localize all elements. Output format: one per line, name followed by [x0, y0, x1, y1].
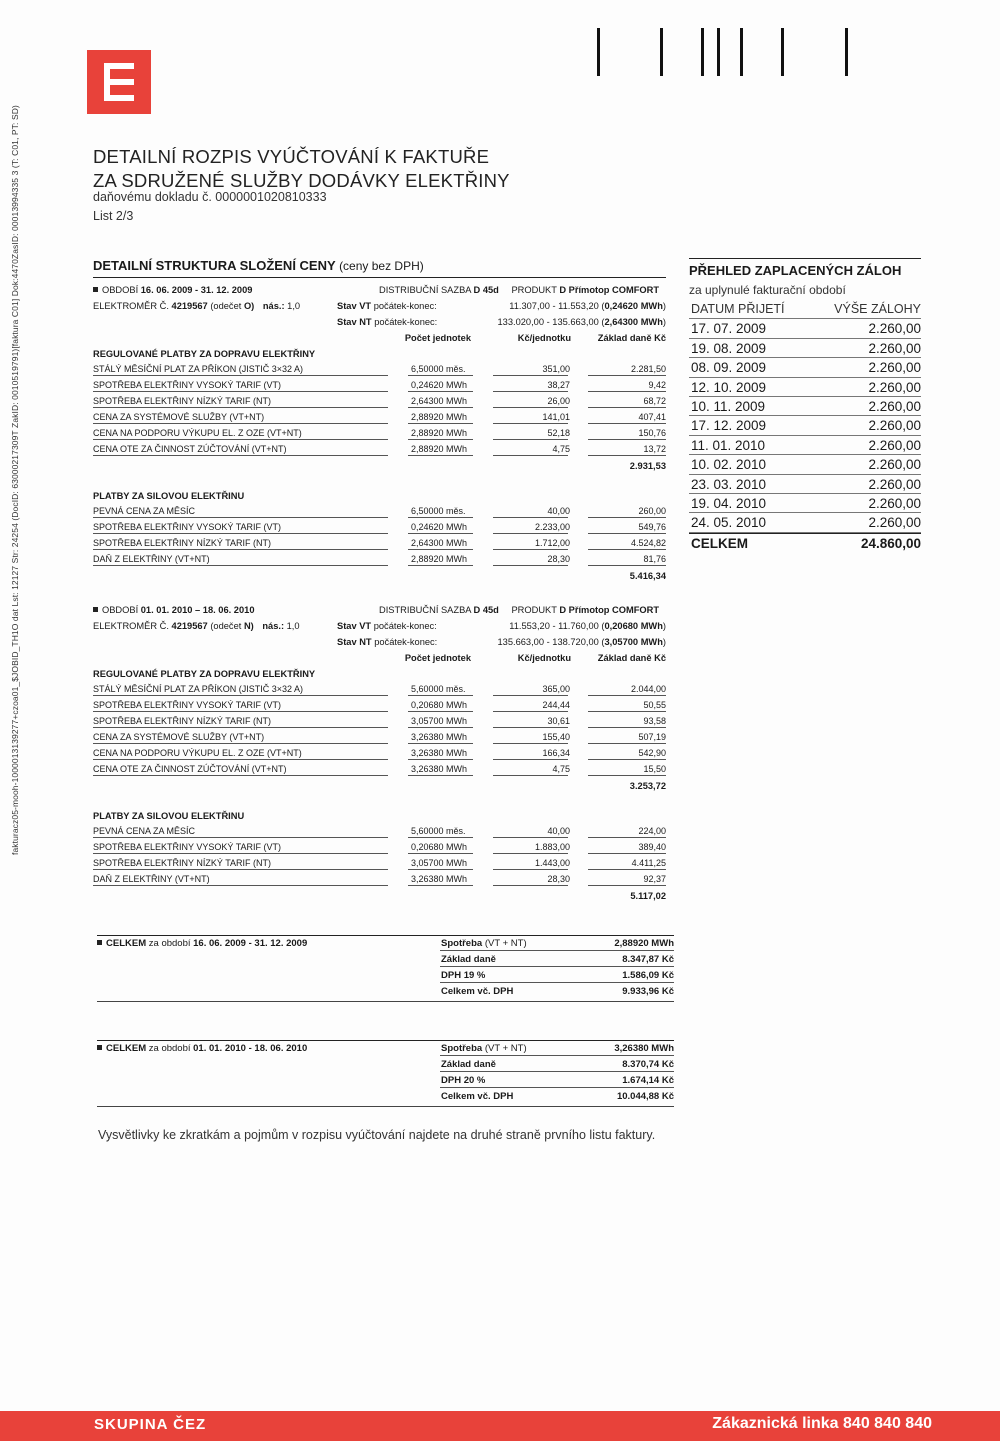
item-price: 2.233,00 — [534, 522, 570, 532]
summary-title: CELKEM — [106, 1043, 147, 1054]
reading-code: O) — [243, 301, 255, 311]
item-price: 155,40 — [542, 732, 570, 742]
summary-item-label — [441, 968, 485, 984]
tariff — [379, 282, 659, 298]
deposit-row — [689, 378, 921, 397]
deposit-date: 23. 03. 2010 — [691, 476, 767, 492]
item-units: 3,26380 MWh — [411, 764, 468, 774]
item-base: 4.411,25 — [631, 858, 666, 868]
period-header-row — [93, 602, 666, 618]
meter — [93, 298, 300, 314]
item-units: 2,88920 MWh — [411, 444, 468, 454]
nt-row — [93, 314, 666, 330]
deposit-amount: 2.260,00 — [868, 418, 921, 434]
item-label: DAŇ Z ELEKTŘINY (VT+NT) — [93, 874, 210, 884]
item-label: SPOTŘEBA ELEKTŘINY VYSOKÝ TARIF (VT) — [93, 522, 282, 532]
nt-label: Stav NT — [337, 637, 372, 647]
vt-sub: počátek-konec: — [373, 621, 437, 631]
summary-value: 3,26380 MWh — [614, 1043, 674, 1054]
item-units: 6,50000 měs. — [411, 506, 466, 516]
summary-title: CELKEM — [106, 938, 147, 949]
period-label — [93, 282, 252, 298]
bullet-icon — [93, 607, 98, 612]
item-label: STÁLÝ MĚSÍČNÍ PLAT ZA PŘÍKON (JISTIČ 3×32 A) — [93, 684, 303, 694]
charge-group — [93, 666, 666, 794]
item-price: 30,61 — [547, 716, 570, 726]
table-row — [93, 426, 666, 442]
meter-number: 4219567 — [171, 621, 208, 631]
table-row — [93, 536, 666, 552]
item-label: CENA ZA SYSTÉMOVÉ SLUŽBY (VT+NT) — [93, 732, 265, 742]
summary-item: Spotřeba — [441, 1043, 483, 1054]
summary-item-label — [441, 952, 496, 968]
deposit-row — [689, 436, 921, 455]
deposit-row — [689, 397, 921, 416]
item-base: 93,58 — [643, 716, 666, 726]
col-units-header: Počet jednotek — [404, 333, 471, 343]
group-total-row — [93, 458, 666, 474]
group-heading: PLATBY ZA SILOVOU ELEKTŘINU — [93, 491, 245, 501]
item-units: 3,26380 MWh — [411, 732, 468, 742]
table-row — [93, 682, 666, 698]
deposit-date: 12. 10. 2009 — [691, 379, 767, 395]
item-label: STÁLÝ MĚSÍČNÍ PLAT ZA PŘÍKON (JISTIČ 3×32 A) — [93, 364, 303, 374]
multiplier-value: 1,0 — [287, 301, 301, 311]
deposit-date: 10. 11. 2009 — [691, 398, 766, 414]
item-label: DAŇ Z ELEKTŘINY (VT+NT) — [93, 554, 210, 564]
item-base: 260,00 — [638, 506, 666, 516]
footer-bar — [0, 1411, 1000, 1441]
item-units: 6,50000 měs. — [411, 364, 466, 374]
table-row — [93, 872, 666, 888]
billing-period — [93, 282, 666, 584]
deposit-amount: 2.260,00 — [868, 457, 921, 473]
summary-item: Základ daně — [441, 954, 496, 965]
nt-sub: počátek-konec: — [374, 637, 438, 647]
bullet-icon — [97, 940, 102, 945]
group-total-row — [93, 888, 666, 904]
sheet-number: List 2/3 — [93, 209, 134, 223]
deposit-amount: 2.260,00 — [868, 515, 921, 531]
summary-period-label: za období — [148, 938, 191, 949]
summary-period-label: za období — [148, 1043, 191, 1054]
group-total: 2.931,53 — [629, 461, 666, 471]
item-label: SPOTŘEBA ELEKTŘINY NÍZKÝ TARIF (NT) — [93, 538, 272, 548]
deposit-date: 19. 08. 2009 — [691, 340, 767, 356]
reading-code: N) — [243, 621, 254, 631]
item-base: 224,00 — [638, 826, 666, 836]
nt-range — [497, 634, 666, 650]
deposit-amount: 2.260,00 — [868, 495, 921, 511]
price-structure-section — [93, 258, 666, 904]
item-base: 150,76 — [638, 428, 666, 438]
item-units: 0,20680 MWh — [411, 700, 468, 710]
summary-item: DPH 19 % — [441, 970, 486, 981]
table-row — [93, 378, 666, 394]
item-label: CENA NA PODPORU VÝKUPU EL. Z OZE (VT+NT) — [93, 428, 302, 438]
item-base: 9,42 — [648, 380, 666, 390]
group-total: 5.117,02 — [630, 891, 666, 901]
item-label: SPOTŘEBA ELEKTŘINY VYSOKÝ TARIF (VT) — [93, 700, 282, 710]
item-price: 4,75 — [552, 444, 570, 454]
summary-label — [97, 1041, 307, 1057]
deposit-row — [689, 494, 921, 513]
item-price: 365,00 — [542, 684, 570, 694]
vt-close: ) — [662, 301, 666, 311]
vt-range-text: 11.553,20 - 11.760,00 ( — [509, 621, 605, 631]
item-units: 2,88920 MWh — [411, 554, 468, 564]
deposit-amount: 2.260,00 — [868, 340, 921, 356]
column-headers — [93, 650, 666, 666]
table-row — [93, 442, 666, 458]
meter-number: 4219567 — [171, 301, 208, 311]
summary-item: Základ daně — [441, 1059, 496, 1070]
tariff-value: D 45d — [473, 605, 499, 615]
item-units: 2,88920 MWh — [411, 428, 468, 438]
tariff-value: D 45d — [473, 285, 499, 295]
summary-row — [97, 936, 674, 952]
summary-item-label — [441, 1073, 485, 1089]
group-total-row — [93, 568, 666, 584]
deposit-row — [689, 513, 921, 532]
deposit-date: 19. 04. 2010 — [691, 495, 767, 511]
item-units: 0,24620 MWh — [411, 380, 468, 390]
item-units: 0,20680 MWh — [411, 842, 468, 852]
item-label: CENA ZA SYSTÉMOVÉ SLUŽBY (VT+NT) — [93, 412, 265, 422]
document-title: DETAILNÍ ROZPIS VYÚČTOVÁNÍ K FAKTUŘE ZA SDRUŽENÉ SLUŽBY DODÁVKY ELEKTŘINY — [93, 146, 510, 191]
table-row — [93, 552, 666, 568]
group-heading: PLATBY ZA SILOVOU ELEKTŘINU — [93, 811, 245, 821]
item-base: 92,37 — [643, 874, 666, 884]
item-base: 50,55 — [643, 700, 666, 710]
item-label: PEVNÁ CENA ZA MĚSÍC — [93, 506, 196, 516]
footer-brand: SKUPINA ČEZ — [94, 1416, 207, 1433]
summary-item-label — [441, 1057, 496, 1073]
item-units: 3,05700 MWh — [411, 716, 468, 726]
period-text: OBDOBÍ — [102, 285, 139, 295]
summary-item-label — [441, 984, 513, 1000]
meter-row — [93, 618, 666, 634]
summary-row — [97, 968, 674, 984]
summary-item-note: (VT + NT) — [484, 1043, 527, 1054]
summary-row — [97, 1089, 674, 1105]
group-total: 3.253,72 — [629, 781, 666, 791]
deposit-amount: 2.260,00 — [868, 379, 921, 395]
item-units: 3,05700 MWh — [411, 858, 468, 868]
table-row — [93, 824, 666, 840]
explanation-note: Vysvětlivky ke zkratkám a pojmům v rozpisu vyúčtování najdete na druhé straně prvního listu faktury. — [98, 1128, 656, 1142]
summary-value: 2,88920 MWh — [614, 938, 674, 949]
table-row — [93, 714, 666, 730]
col-base-header: Základ daně Kč — [597, 653, 666, 663]
col-base-header: Základ daně Kč — [597, 333, 666, 343]
nt-mwh: 3,05700 MWh — [604, 637, 663, 647]
nt-range — [497, 314, 666, 330]
table-row — [93, 730, 666, 746]
multiplier-label: nás.: — [262, 301, 285, 311]
section-heading: DETAILNÍ STRUKTURA SLOŽENÍ CENY (ceny bez DPH) — [93, 258, 666, 278]
deposit-row — [689, 319, 921, 338]
item-units: 5,60000 měs. — [411, 826, 466, 836]
charge-group — [93, 346, 666, 474]
deposit-row — [689, 455, 921, 474]
vt-label: Stav VT — [337, 621, 372, 631]
item-price: 244,44 — [542, 700, 570, 710]
table-row — [93, 840, 666, 856]
vt-range — [509, 618, 666, 634]
nt-range-text: 133.020,00 - 135.663,00 ( — [497, 317, 605, 327]
customer-line: Zákaznická linka 840 840 840 — [712, 1415, 932, 1432]
vt-label: Stav VT — [337, 301, 372, 311]
item-label: PEVNÁ CENA ZA MĚSÍC — [93, 826, 196, 836]
column-headers — [93, 330, 666, 346]
deposit-date: 17. 12. 2009 — [691, 418, 767, 434]
deposits-header: DATUM PŘIJETÍ VÝŠE ZÁLOHY — [689, 300, 921, 319]
item-label: CENA NA PODPORU VÝKUPU EL. Z OZE (VT+NT) — [93, 748, 302, 758]
item-base: 15,50 — [643, 764, 666, 774]
item-units: 3,26380 MWh — [411, 748, 468, 758]
vt-state — [337, 618, 437, 634]
col-units-header: Počet jednotek — [404, 653, 471, 663]
deposit-amount: 2.260,00 — [868, 437, 921, 453]
tariff-label: DISTRIBUČNÍ SAZBA — [379, 285, 471, 295]
item-units: 2,64300 MWh — [411, 396, 468, 406]
deposit-date: 08. 09. 2009 — [691, 360, 767, 376]
nt-state — [337, 314, 437, 330]
item-price: 4,75 — [552, 764, 570, 774]
group-heading: REGULOVANÉ PLATBY ZA DOPRAVU ELEKTŘINY — [93, 669, 316, 679]
deposit-row — [689, 416, 921, 435]
table-row — [93, 520, 666, 536]
period-value: 16. 06. 2009 - 31. 12. 2009 — [140, 285, 253, 295]
summary-value: 1.586,09 Kč — [622, 970, 674, 981]
deposit-amount: 2.260,00 — [868, 476, 921, 492]
summary-row — [97, 952, 674, 968]
product-label: PRODUKT — [511, 605, 557, 615]
deposit-amount: 2.260,00 — [868, 360, 921, 376]
item-label: SPOTŘEBA ELEKTŘINY VYSOKÝ TARIF (VT) — [93, 842, 282, 852]
meter-row — [93, 298, 666, 314]
nt-close: ) — [662, 317, 666, 327]
item-price: 28,30 — [547, 554, 570, 564]
multiplier-label: nás.: — [262, 621, 285, 631]
table-row — [93, 362, 666, 378]
item-label: CENA OTE ZA ČINNOST ZÚČTOVÁNÍ (VT+NT) — [93, 444, 287, 454]
item-base: 407,41 — [638, 412, 666, 422]
nt-range-text: 135.663,00 - 138.720,00 ( — [497, 637, 605, 647]
deposit-row — [689, 358, 921, 377]
item-price: 52,18 — [547, 428, 570, 438]
table-row — [93, 698, 666, 714]
item-label: CENA OTE ZA ČINNOST ZÚČTOVÁNÍ (VT+NT) — [93, 764, 287, 774]
item-price: 166,34 — [542, 748, 570, 758]
deposit-date: 17. 07. 2009 — [691, 321, 767, 337]
summary-item: Celkem vč. DPH — [441, 1091, 514, 1102]
item-units: 2,64300 MWh — [411, 538, 468, 548]
vt-mwh: 0,24620 MWh — [604, 301, 663, 311]
charge-group — [93, 808, 666, 904]
item-base: 13,72 — [643, 444, 666, 454]
summary-value: 8.370,74 Kč — [622, 1059, 674, 1070]
item-base: 549,76 — [638, 522, 666, 532]
nt-mwh: 2,64300 MWh — [604, 317, 663, 327]
summary-item-label — [441, 1089, 513, 1105]
period-summary — [97, 935, 674, 1002]
item-price: 351,00 — [542, 364, 570, 374]
reading-label: (odečet — [210, 621, 242, 631]
period-value: 01. 01. 2010 – 18. 06. 2010 — [140, 605, 255, 615]
summary-value: 1.674,14 Kč — [622, 1075, 674, 1086]
deposits-subtitle: za uplynulé fakturační období — [689, 283, 846, 297]
table-row — [93, 410, 666, 426]
item-price: 1.443,00 — [534, 858, 570, 868]
tariff-label: DISTRIBUČNÍ SAZBA — [379, 605, 471, 615]
item-label: SPOTŘEBA ELEKTŘINY NÍZKÝ TARIF (NT) — [93, 858, 272, 868]
vt-close: ) — [662, 621, 666, 631]
vt-sub: počátek-konec: — [373, 301, 437, 311]
item-base: 542,90 — [638, 748, 666, 758]
deposit-row — [689, 475, 921, 494]
summary-item: Spotřeba — [441, 938, 483, 949]
meter-label: ELEKTROMĚR Č. — [93, 301, 169, 311]
product-value: D Přímotop COMFORT — [559, 285, 660, 295]
item-price: 40,00 — [547, 826, 570, 836]
nt-label: Stav NT — [337, 317, 372, 327]
deposit-amount: 2.260,00 — [868, 398, 921, 414]
item-price: 40,00 — [547, 506, 570, 516]
group-heading: REGULOVANÉ PLATBY ZA DOPRAVU ELEKTŘINY — [93, 349, 316, 359]
tariff — [379, 602, 659, 618]
period-label — [93, 602, 255, 618]
nt-close: ) — [662, 637, 666, 647]
item-label: SPOTŘEBA ELEKTŘINY NÍZKÝ TARIF (NT) — [93, 396, 272, 406]
item-price: 28,30 — [547, 874, 570, 884]
item-label: SPOTŘEBA ELEKTŘINY VYSOKÝ TARIF (VT) — [93, 380, 282, 390]
multiplier-value: 1,0 — [286, 621, 300, 631]
paid-deposits-panel — [689, 258, 921, 553]
item-units: 3,26380 MWh — [411, 874, 468, 884]
cez-logo — [87, 50, 151, 114]
item-price: 1.883,00 — [534, 842, 570, 852]
group-total-row — [93, 778, 666, 794]
summary-value: 10.044,88 Kč — [616, 1091, 674, 1102]
period-text: OBDOBÍ — [102, 605, 139, 615]
bullet-icon — [93, 287, 98, 292]
item-base: 81,76 — [643, 554, 666, 564]
charge-group — [93, 488, 666, 584]
item-units: 0,24620 MWh — [411, 522, 468, 532]
item-base: 68,72 — [643, 396, 666, 406]
summary-row — [97, 984, 674, 1000]
col-price-header: Kč/jednotku — [517, 333, 571, 343]
summary-value: 8.347,87 Kč — [622, 954, 674, 965]
deposit-row — [689, 339, 921, 358]
summary-item-note: (VT + NT) — [484, 938, 527, 949]
meter-label: ELEKTROMĚR Č. — [93, 621, 169, 631]
nt-sub: počátek-konec: — [374, 317, 438, 327]
vt-range-text: 11.307,00 - 11.553,20 ( — [509, 301, 605, 311]
table-row — [93, 394, 666, 410]
summary-row — [97, 1057, 674, 1073]
doc-reference: daňovému dokladu č. 0000001020810333 — [93, 190, 327, 204]
item-base: 2.281,50 — [630, 364, 666, 374]
summary-value: 9.933,96 Kč — [622, 986, 674, 997]
item-base: 4.524,82 — [630, 538, 666, 548]
summary-item: DPH 20 % — [441, 1075, 486, 1086]
table-row — [93, 856, 666, 872]
meter — [93, 618, 300, 634]
deposit-date: 11. 01. 2010 — [691, 437, 766, 453]
deposits-total: CELKEM 24.860,00 — [689, 533, 921, 553]
period-summary — [97, 1040, 674, 1107]
product-value: D Přímotop COMFORT — [559, 605, 660, 615]
table-row — [93, 504, 666, 520]
reading-label: (odečet — [210, 301, 242, 311]
item-label: SPOTŘEBA ELEKTŘINY NÍZKÝ TARIF (NT) — [93, 716, 272, 726]
summary-item: Celkem vč. DPH — [441, 986, 514, 997]
item-units: 5,60000 měs. — [411, 684, 466, 694]
item-units: 2,88920 MWh — [411, 412, 468, 422]
vt-state — [337, 298, 437, 314]
item-price: 26,00 — [547, 396, 570, 406]
deposit-date: 10. 02. 2010 — [691, 457, 767, 473]
summary-row — [97, 1073, 674, 1089]
nt-row — [93, 634, 666, 650]
item-price: 38,27 — [547, 380, 570, 390]
item-base: 507,19 — [638, 732, 666, 742]
table-row — [93, 746, 666, 762]
table-row — [93, 762, 666, 778]
deposit-date: 24. 05. 2010 — [691, 515, 767, 531]
period-header-row — [93, 282, 666, 298]
item-price: 1.712,00 — [534, 538, 570, 548]
col-price-header: Kč/jednotku — [517, 653, 571, 663]
summary-period: 01. 01. 2010 - 18. 06. 2010 — [193, 1043, 308, 1054]
deposits-title: PŘEHLED ZAPLACENÝCH ZÁLOH — [689, 258, 921, 280]
summary-item-label — [441, 1041, 527, 1057]
deposit-amount: 2.260,00 — [868, 321, 921, 337]
item-base: 2.044,00 — [630, 684, 666, 694]
product-label: PRODUKT — [511, 285, 557, 295]
vertical-print-code: fakturacz05-mooh-1000013139277+czoa01_$JOBID_TH1O dat Lst: 12127 Str: 24254 (DocID: 63000217309T ZakID: 0010519791)[faktura C01] Dok:4470ZasID: 00013994335 3 (T: C01, PT: SD) — [10, 105, 20, 855]
item-base: 389,40 — [638, 842, 666, 852]
bullet-icon — [97, 1045, 102, 1050]
group-total: 5.416,34 — [629, 571, 666, 581]
summary-label — [97, 936, 307, 952]
summary-period: 16. 06. 2009 - 31. 12. 2009 — [193, 938, 308, 949]
summary-item-label — [441, 936, 527, 952]
summary-row — [97, 1041, 674, 1057]
item-price: 141,01 — [542, 412, 570, 422]
vt-range — [509, 298, 666, 314]
vt-mwh: 0,20680 MWh — [604, 621, 663, 631]
nt-state — [337, 634, 437, 650]
billing-period — [93, 602, 666, 904]
